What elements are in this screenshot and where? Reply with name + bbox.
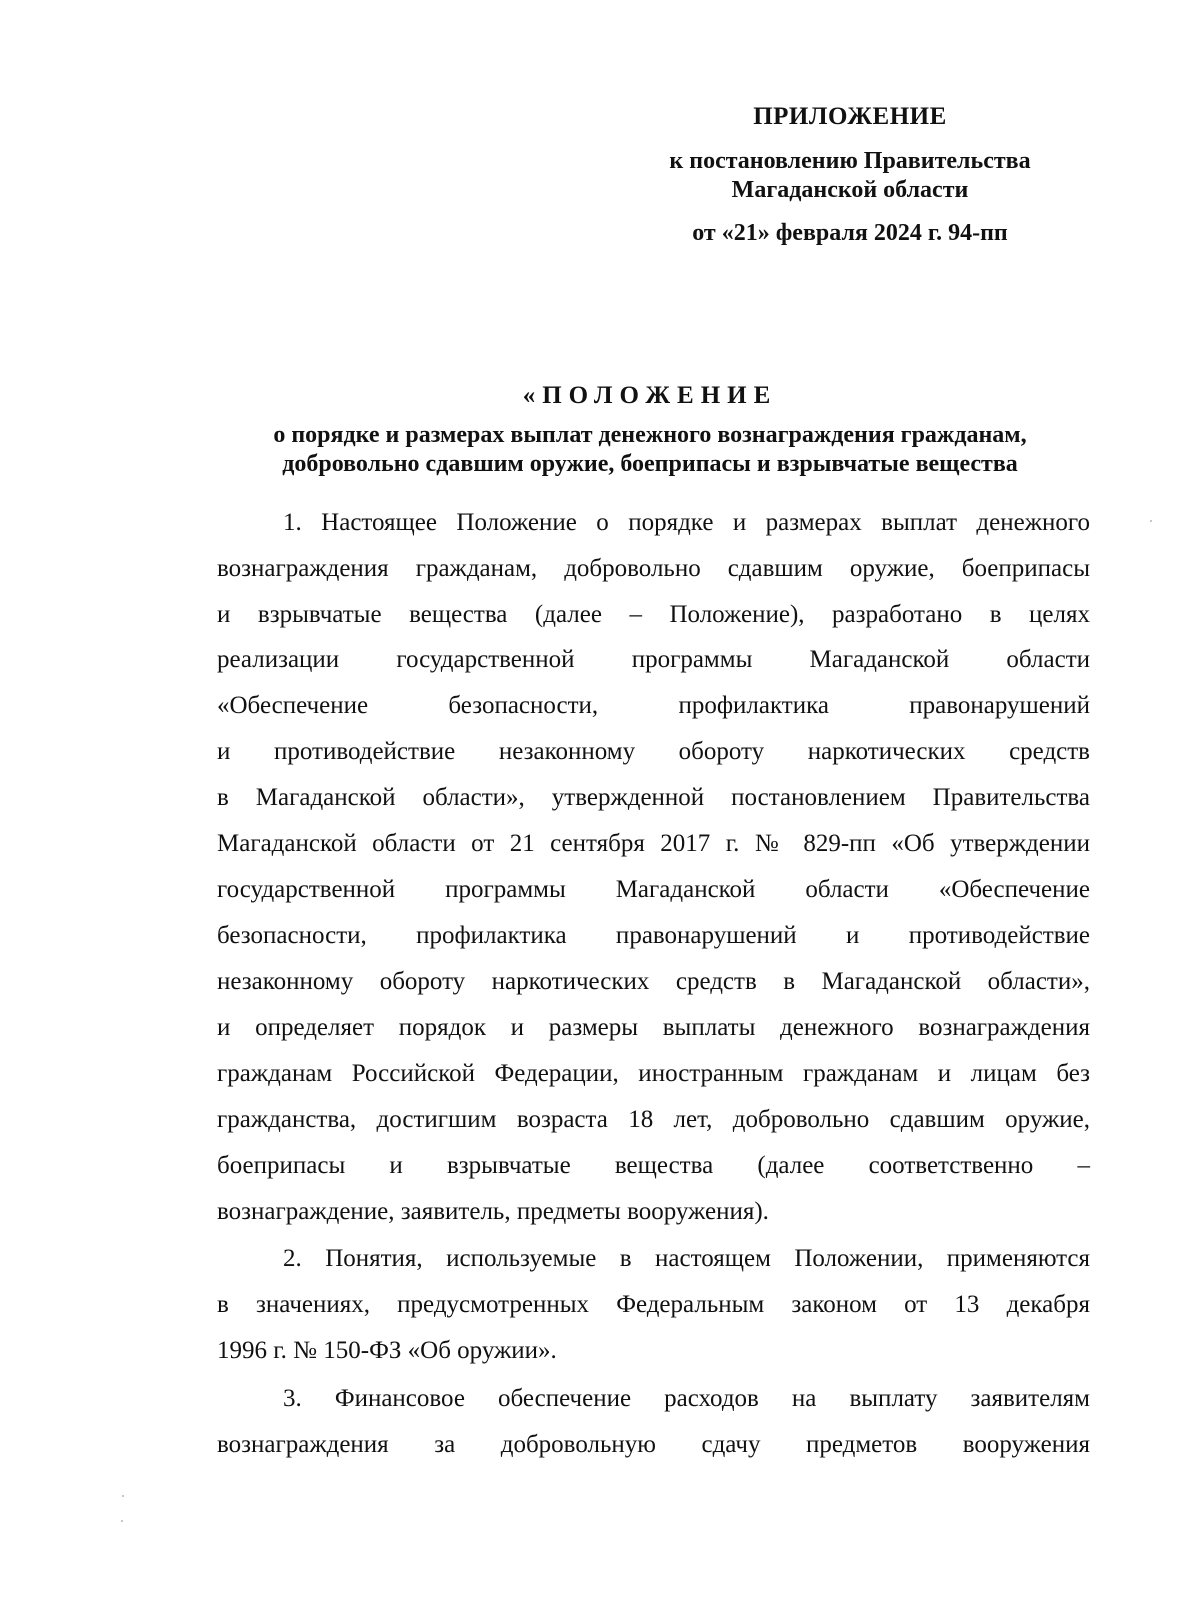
paragraph-1-line: 1. Настоящее Положение о порядке и размерах выплат денежного <box>283 509 1090 536</box>
paragraph-2-line: 1996 г. № 150-ФЗ «Об оружии». <box>217 1337 557 1364</box>
paragraph-1-line: и противодействие незаконному обороту наркотических средств <box>217 738 1090 765</box>
paragraph-1-line: и определяет порядок и размеры выплаты денежного вознаграждения <box>217 1014 1090 1041</box>
paragraph-1-line: гражданам Российской Федерации, иностранным гражданам и лицам без <box>217 1060 1090 1087</box>
paragraph-1-line: реализации государственной программы Магаданской области <box>217 646 1090 673</box>
paragraph-3-line: 3. Финансовое обеспечение расходов на выплату заявителям <box>283 1385 1090 1412</box>
paragraph-1-line: государственной программы Магаданской области «Обеспечение <box>217 876 1090 903</box>
paragraph-2-line: в значениях, предусмотренных Федеральным законом от 13 декабря <box>217 1291 1090 1318</box>
paragraph-1-line: Магаданской области от 21 сентября 2017 г. № 829-пп «Об утверждении <box>217 830 1090 857</box>
paragraph-1-line: незаконному обороту наркотических средств в Магаданской области», <box>217 968 1090 995</box>
document-heading: «ПОЛОЖЕНИЕ <box>522 382 778 409</box>
appendix-resolution-line: к постановлению Правительства <box>669 148 1031 174</box>
paragraph-1-line: и взрывчатые вещества (далее – Положение), разработано в целях <box>217 601 1090 628</box>
paragraph-1-line: боеприпасы и взрывчатые вещества (далее соответственно – <box>217 1152 1090 1179</box>
document-subtitle-line-2: добровольно сдавшим оружие, боеприпасы и взрывчатые вещества <box>282 451 1018 477</box>
paragraph-1-line: безопасности, профилактика правонарушений и противодействие <box>217 922 1090 949</box>
scan-speck <box>122 1495 124 1497</box>
appendix-date-number: от «21» февраля 2024 г. 94-пп <box>692 220 1008 246</box>
paragraph-1-line: вознаграждения гражданам, добровольно сдавшим оружие, боеприпасы <box>217 555 1090 582</box>
scan-speck <box>121 1520 123 1522</box>
scan-speck <box>1150 520 1152 522</box>
paragraph-1-line: «Обеспечение безопасности, профилактика правонарушений <box>217 692 1090 719</box>
appendix-region-line: Магаданской области <box>731 177 969 203</box>
paragraph-1-line: гражданства, достигшим возраста 18 лет, добровольно сдавшим оружие, <box>217 1106 1090 1133</box>
appendix-title: ПРИЛОЖЕНИЕ <box>753 103 947 130</box>
paragraph-3-line: вознаграждения за добровольную сдачу предметов вооружения <box>217 1431 1090 1458</box>
document-subtitle-line-1: о порядке и размерах выплат денежного вознаграждения гражданам, <box>273 422 1027 448</box>
paragraph-2-line: 2. Понятия, используемые в настоящем Положении, применяются <box>283 1245 1090 1272</box>
paragraph-1-line: вознаграждение, заявитель, предметы вооружения). <box>217 1198 769 1225</box>
paragraph-1-line: в Магаданской области», утвержденной постановлением Правительства <box>217 784 1090 811</box>
